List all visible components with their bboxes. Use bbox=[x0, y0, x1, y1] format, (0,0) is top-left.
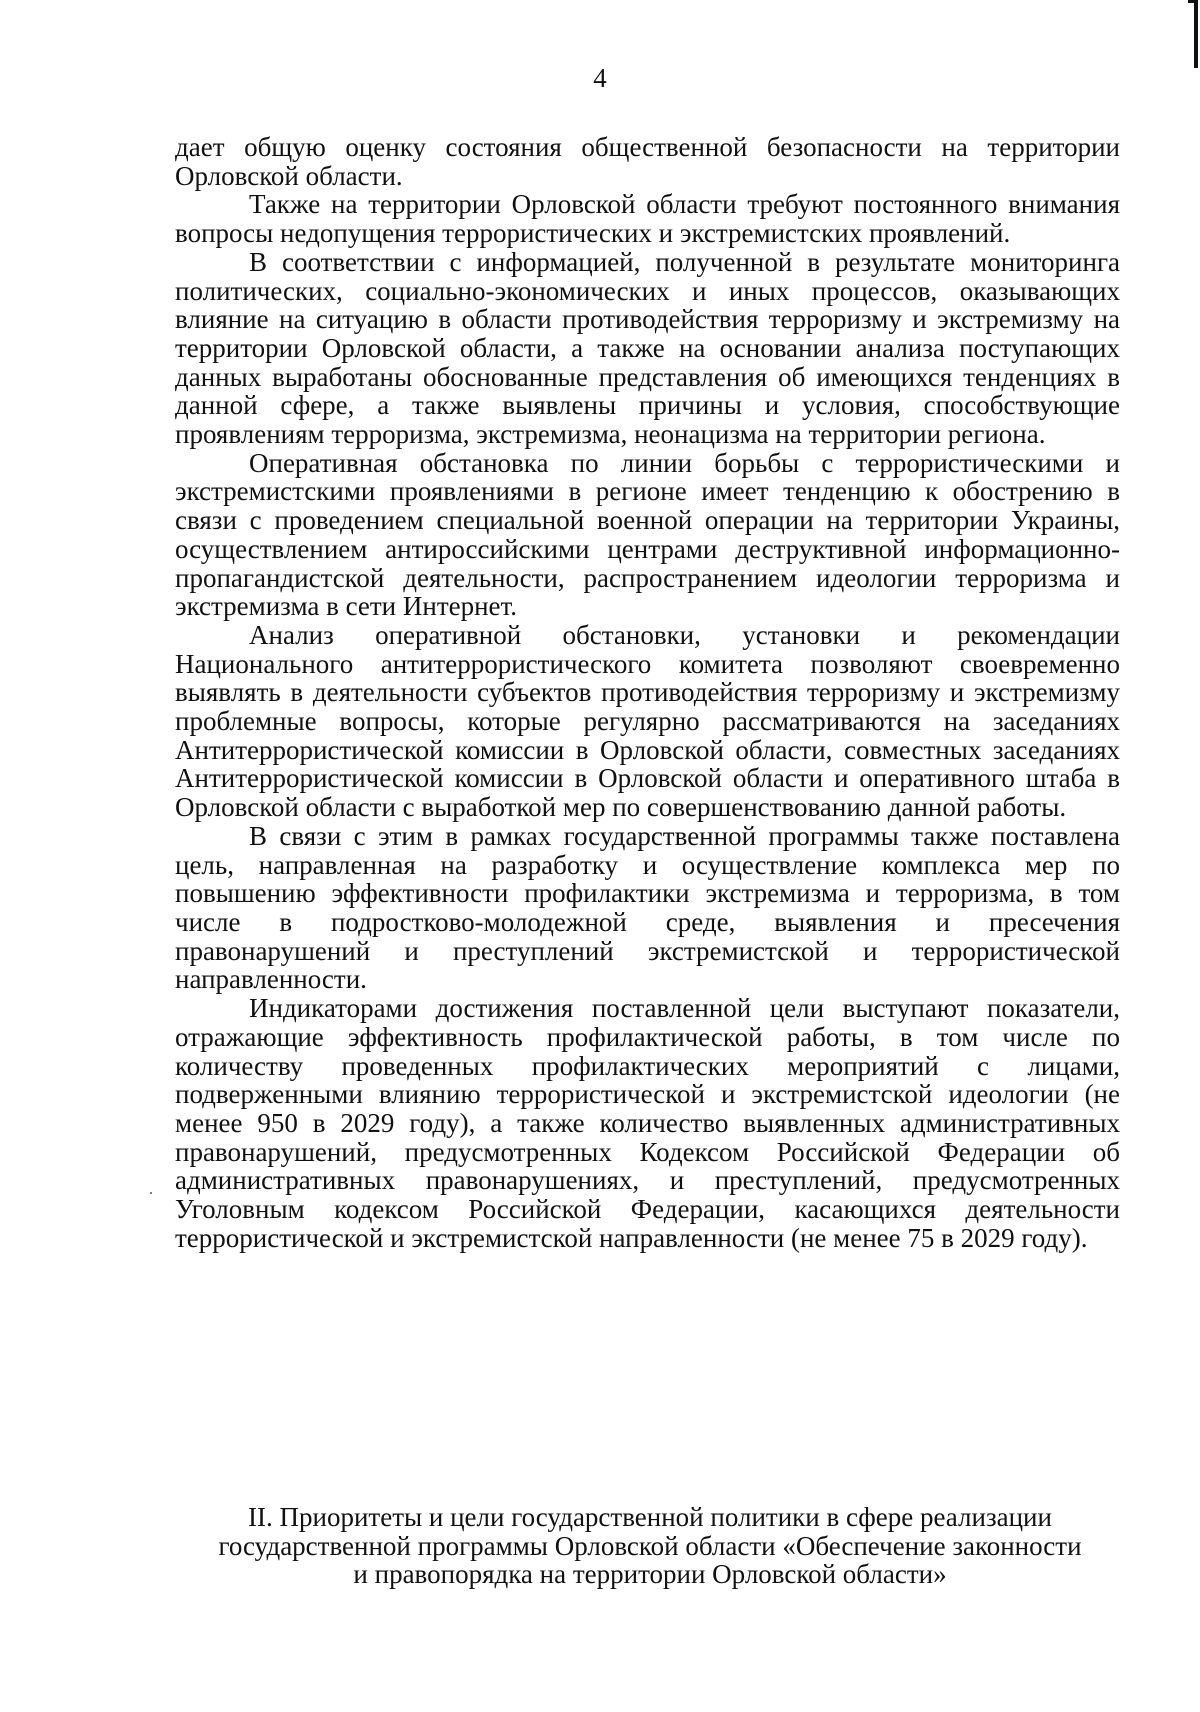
section-heading-line: государственной программы Орловской области «Обеспечение законности bbox=[218, 1530, 1082, 1561]
paragraph: В соответствии с информацией, полученной в результате мониторинга политических, социально-экономических и иных процессов, оказывающих влияние на ситуацию в области противодействия терроризму и экстремизму на территории Орловской области, а также на основании анализа поступающих данных выработаны обоснованные представления об имеющихся тенденциях в данной сфере, а также выявлены причины и условия, способствующие проявлениям терроризма, экстремизма, неонацизма на территории региона. bbox=[175, 246, 1120, 450]
corner-mark-horizontal bbox=[1188, 0, 1198, 3]
paragraph: Оперативная обстановка по линии борьбы с террористическими и экстремистскими проявлениями в регионе имеет тенденцию к обострению в связи с проведением специальной военной операции на территории Украины, осуществлением антироссийскими центрами деструктивной информационно-пропагандистской деятельности, распространением идеологии терроризма и экстремизма в сети Интернет. bbox=[175, 447, 1120, 622]
section-heading bbox=[160, 1503, 1140, 1589]
paragraph: Также на территории Орловской области требуют постоянного внимания вопросы недопущения террористических и экстремистских проявлений. bbox=[175, 189, 1120, 249]
corner-mark-vertical bbox=[1194, 0, 1198, 68]
scan-corner-mark bbox=[1188, 0, 1200, 70]
section-heading-line: II. Приоритеты и цели государственной политики в сфере реализации bbox=[248, 1502, 1052, 1532]
scan-speck bbox=[150, 1192, 152, 1194]
page-number: 4 bbox=[593, 63, 607, 93]
paragraph: В связи с этим в рамках государственной программы также поставлена цель, направленная на разработку и осуществление комплекса мер по повышению эффективности профилактики экстремизма и терроризма, в том числе в подростково-молодежной среде, выявления и пресечения правонарушений и преступлений экстремистской и террористической направленности. bbox=[175, 820, 1120, 995]
paragraph-continuation: дает общую оценку состояния общественной безопасности на территории Орловской области. bbox=[175, 132, 1120, 191]
section-heading-line: и правопорядка на территории Орловской области» bbox=[353, 1559, 947, 1589]
paragraph: Анализ оперативной обстановки, установки и рекомендации Национального антитеррористического комитета позволяют своевременно выявлять в деятельности субъектов противодействия терроризму и экстремизму проблемные вопросы, которые регулярно рассматриваются на заседаниях Антитеррористической комиссии в Орловской области, совместных заседаниях Антитеррористической комиссии в Орловской области и оперативного штаба в Орловской области с выработкой мер по совершенствованию данной работы. bbox=[175, 619, 1120, 823]
paragraph: Индикаторами достижения поставленной цели выступают показатели, отражающие эффективность профилактической работы, в том числе по количеству проведенных профилактических мероприятий с лицами, подверженными влиянию террористической и экстремистской идеологии (не менее 950 в 2029 году), а также количество выявленных административных правонарушений, предусмотренных Кодексом Российской Федерации об административных правонарушениях, и преступлений, предусмотренных Уголовным кодексом Российской Федерации, касающихся деятельности террористической и экстремистской направленности (не менее 75 в 2029 году). bbox=[175, 993, 1120, 1253]
body-text bbox=[175, 133, 1120, 1252]
